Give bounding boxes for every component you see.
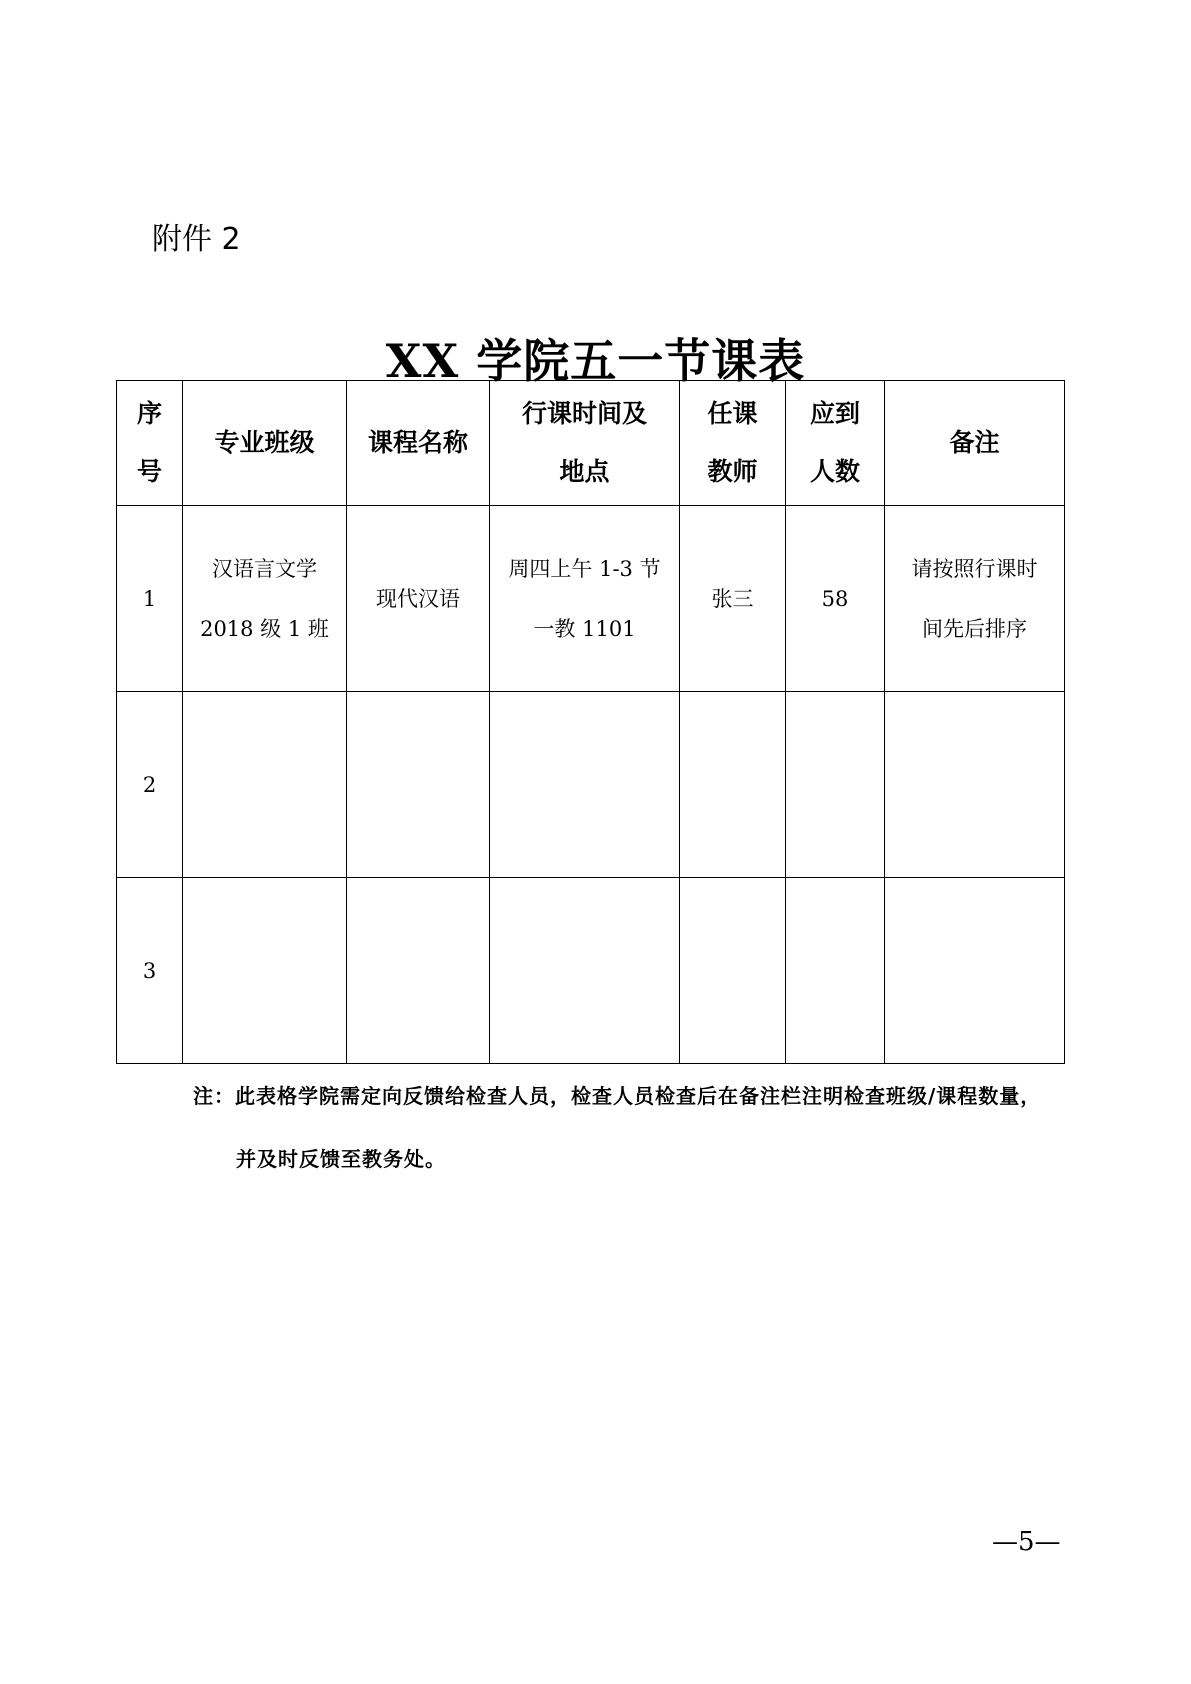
- cell-headcount: 58: [786, 506, 885, 692]
- header-class: 专业班级: [183, 381, 347, 506]
- cell-teacher: [680, 692, 786, 878]
- attachment-label: 附件 2: [152, 222, 241, 257]
- cell-headcount: [786, 692, 885, 878]
- cell-index: 2: [117, 692, 183, 878]
- cell-course: [347, 692, 490, 878]
- cell-index: 3: [117, 878, 183, 1064]
- cell-remarks: [885, 692, 1065, 878]
- table-row: [117, 692, 1065, 878]
- cell-course: 现代汉语: [347, 506, 490, 692]
- cell-course: [347, 878, 490, 1064]
- cell-class: [183, 878, 347, 1064]
- schedule-table: [116, 380, 1065, 1064]
- cell-time-location: 周四上午 1-3 节 一教 1101: [490, 506, 680, 692]
- table-header-row: [117, 381, 1065, 506]
- table-row: [117, 506, 1065, 692]
- cell-time-location: [490, 692, 680, 878]
- cell-class: 汉语言文学 2018 级 1 班: [183, 506, 347, 692]
- header-course: 课程名称: [347, 381, 490, 506]
- cell-headcount: [786, 878, 885, 1064]
- cell-remarks: [885, 878, 1065, 1064]
- note-line-2: 并及时反馈至教务处。: [236, 1147, 446, 1171]
- header-time-location: 行课时间及 地点: [490, 381, 680, 506]
- header-headcount: 应到 人数: [786, 381, 885, 506]
- note-line-1: 注：此表格学院需定向反馈给检查人员，检查人员检查后在备注栏注明检查班级/课程数量，: [193, 1084, 1042, 1108]
- cell-time-location: [490, 878, 680, 1064]
- cell-teacher: 张三: [680, 506, 786, 692]
- header-teacher: 任课 教师: [680, 381, 786, 506]
- cell-class: [183, 692, 347, 878]
- cell-index: 1: [117, 506, 183, 692]
- header-index: 序 号: [117, 381, 183, 506]
- header-remarks: 备注: [885, 381, 1065, 506]
- cell-teacher: [680, 878, 786, 1064]
- table-row: [117, 878, 1065, 1064]
- page-number: —5—: [992, 1527, 1061, 1557]
- page-title: XX 学院五一节课表: [385, 334, 806, 388]
- cell-remarks: 请按照行课时 间先后排序: [885, 506, 1065, 692]
